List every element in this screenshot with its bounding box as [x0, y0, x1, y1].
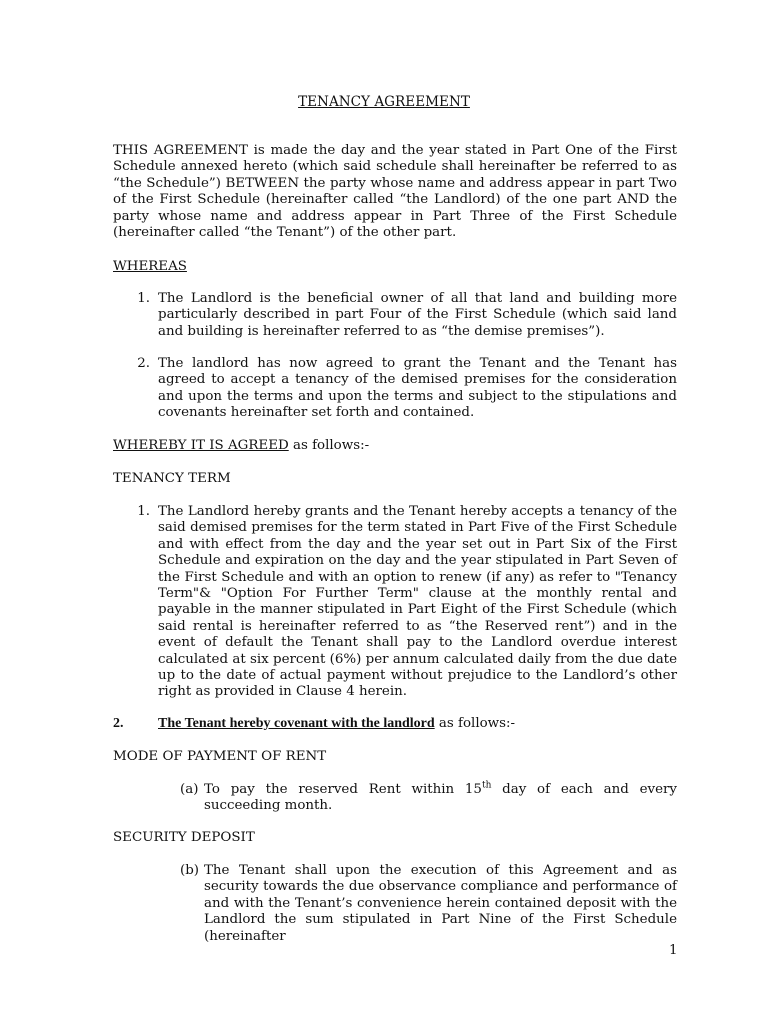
payment-item [204, 782, 677, 815]
deposit-item-label: (b) [180, 863, 200, 878]
whereas-item-number: 2. [137, 356, 150, 371]
tenancy-term-item: The Landlord hereby grants and the Tenant hereby accepts a tenancy of the said demised premises for the term stated in Part Five of the First Schedule and with effect from the day and the year set out in Part Six of the First Schedule and expiration on the day and the year stipulated in Part Seven of the First Schedule and with an option to renew (if any) as refer to "Tenancy Term"& "Option For Further Term" clause at the monthly rental and payable in the manner stipulated in Part Eight of the First Schedule (which said rental is hereinafter referred to as “the Reserved rent”) and in the event of default the Tenant shall pay to the Landlord overdue interest calculated at six percent (6%) per annum calculated daily from the due date up to the date of actual payment without prejudice to the Landlord’s other right as provided in Clause 4 herein. [158, 504, 677, 700]
payment-heading: MODE OF PAYMENT OF RENT [113, 749, 327, 764]
covenant-line [158, 716, 515, 732]
document-title: TENANCY AGREEMENT [298, 94, 470, 110]
covenant-rest: as follows:- [434, 716, 516, 731]
agreed-heading-underlined: WHEREBY IT IS AGREED [113, 438, 289, 453]
covenant-number: 2. [113, 716, 124, 731]
intro-paragraph: THIS AGREEMENT is made the day and the year stated in Part One of the First Schedule annexed hereto (which said schedule shall hereinafter be referred to as “the Schedule”) BETWEEN the party whose name and address appear in part Two of the First Schedule (hereinafter called “the Landlord) of the one part AND the party whose name and address appear in Part Three of the First Schedule (hereinafter called “the Tenant”) of the other part. [113, 143, 677, 241]
payment-text-after: day of each and every succeeding month. [204, 782, 677, 814]
whereas-heading: WHEREAS [113, 259, 187, 274]
whereas-item-number: 1. [137, 291, 150, 306]
whereas-item: The Landlord is the beneficial owner of all that land and building more particularly described in part Four of the First Schedule (which said land and building is hereinafter referred to as “the demise premises”). [158, 291, 677, 339]
deposit-heading: SECURITY DEPOSIT [113, 830, 255, 845]
payment-text-before: To pay the reserved Rent within 15 [204, 782, 482, 797]
tenancy-term-item-number: 1. [137, 504, 150, 519]
whereas-item: The landlord has now agreed to grant the Tenant and the Tenant has agreed to accept a tenancy of the demised premises for the consideration and upon the terms and upon the terms and subject to the stipulations and covenants hereinafter set forth and contained. [158, 356, 677, 421]
tenancy-term-heading: TENANCY TERM [113, 471, 231, 486]
payment-item-label: (a) [180, 782, 199, 797]
deposit-item: The Tenant shall upon the execution of this Agreement and as security towards the due observance compliance and performance of and with the Tenant’s convenience herein contained deposit with the Landlord the sum stipulated in Part Nine of the First Schedule (hereinafter [204, 863, 677, 944]
covenant-underlined: The Tenant hereby covenant with the landlord [158, 716, 435, 731]
agreed-heading [113, 438, 369, 454]
page-number: 1 [669, 943, 678, 958]
agreed-heading-rest: as follows:- [288, 438, 370, 453]
payment-sup: th [481, 780, 492, 791]
